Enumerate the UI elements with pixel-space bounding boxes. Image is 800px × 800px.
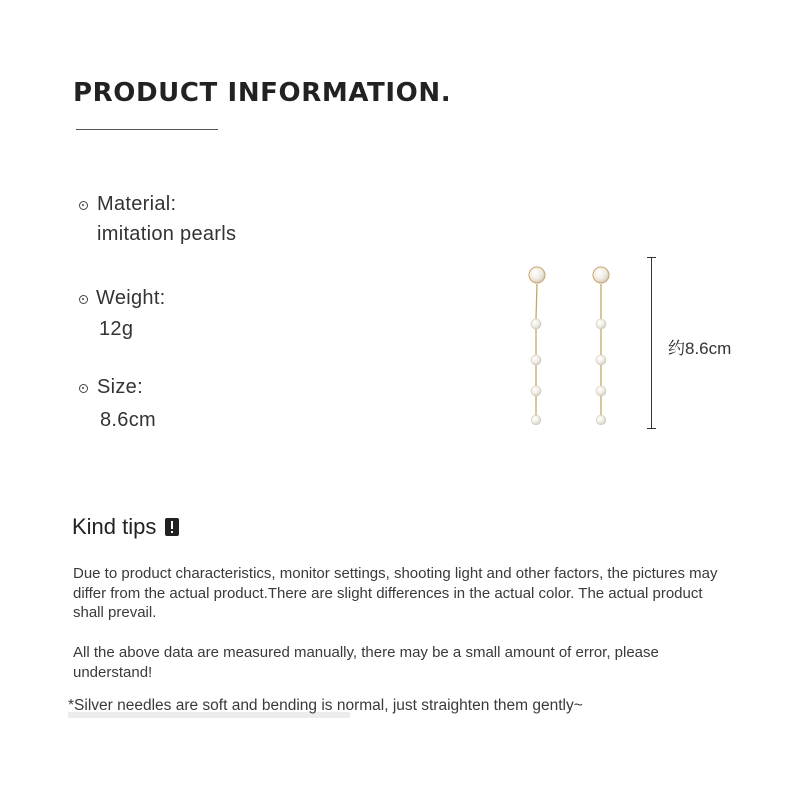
dimension-cap-bottom [647,428,656,429]
size-value: 8.6cm [100,409,156,431]
title-underline [76,129,218,130]
footnote: *Silver needles are soft and bending is normal, just straighten them gently~ [68,697,583,714]
dimension-label: 约8.6cm [668,339,732,358]
target-bullet-icon [79,384,88,393]
right-earring [593,267,609,425]
weight-value: 12g [99,318,134,340]
dimension-line [651,257,652,429]
target-bullet-icon [79,201,88,210]
kind-tips-title: Kind tips [72,514,157,539]
tips-paragraph-1: Due to product characteristics, monitor settings, shooting light and other factors, the pictures may differ from the actual product.There are slight differences in the actual color. The actual product shall prevail. [73,565,718,621]
page-title: PRODUCT INFORMATION. [73,78,452,108]
material-value: imitation pearls [97,223,237,245]
weight-label: Weight: [96,287,166,309]
material-label: Material: [97,193,177,215]
tips-paragraph-2: All the above data are measured manually, there may be a small amount of error, please understand! [73,644,659,681]
exclamation-icon [165,518,179,536]
left-earring [529,267,545,425]
target-bullet-icon [79,295,88,304]
size-label: Size: [97,376,143,398]
earrings-image [515,255,625,435]
